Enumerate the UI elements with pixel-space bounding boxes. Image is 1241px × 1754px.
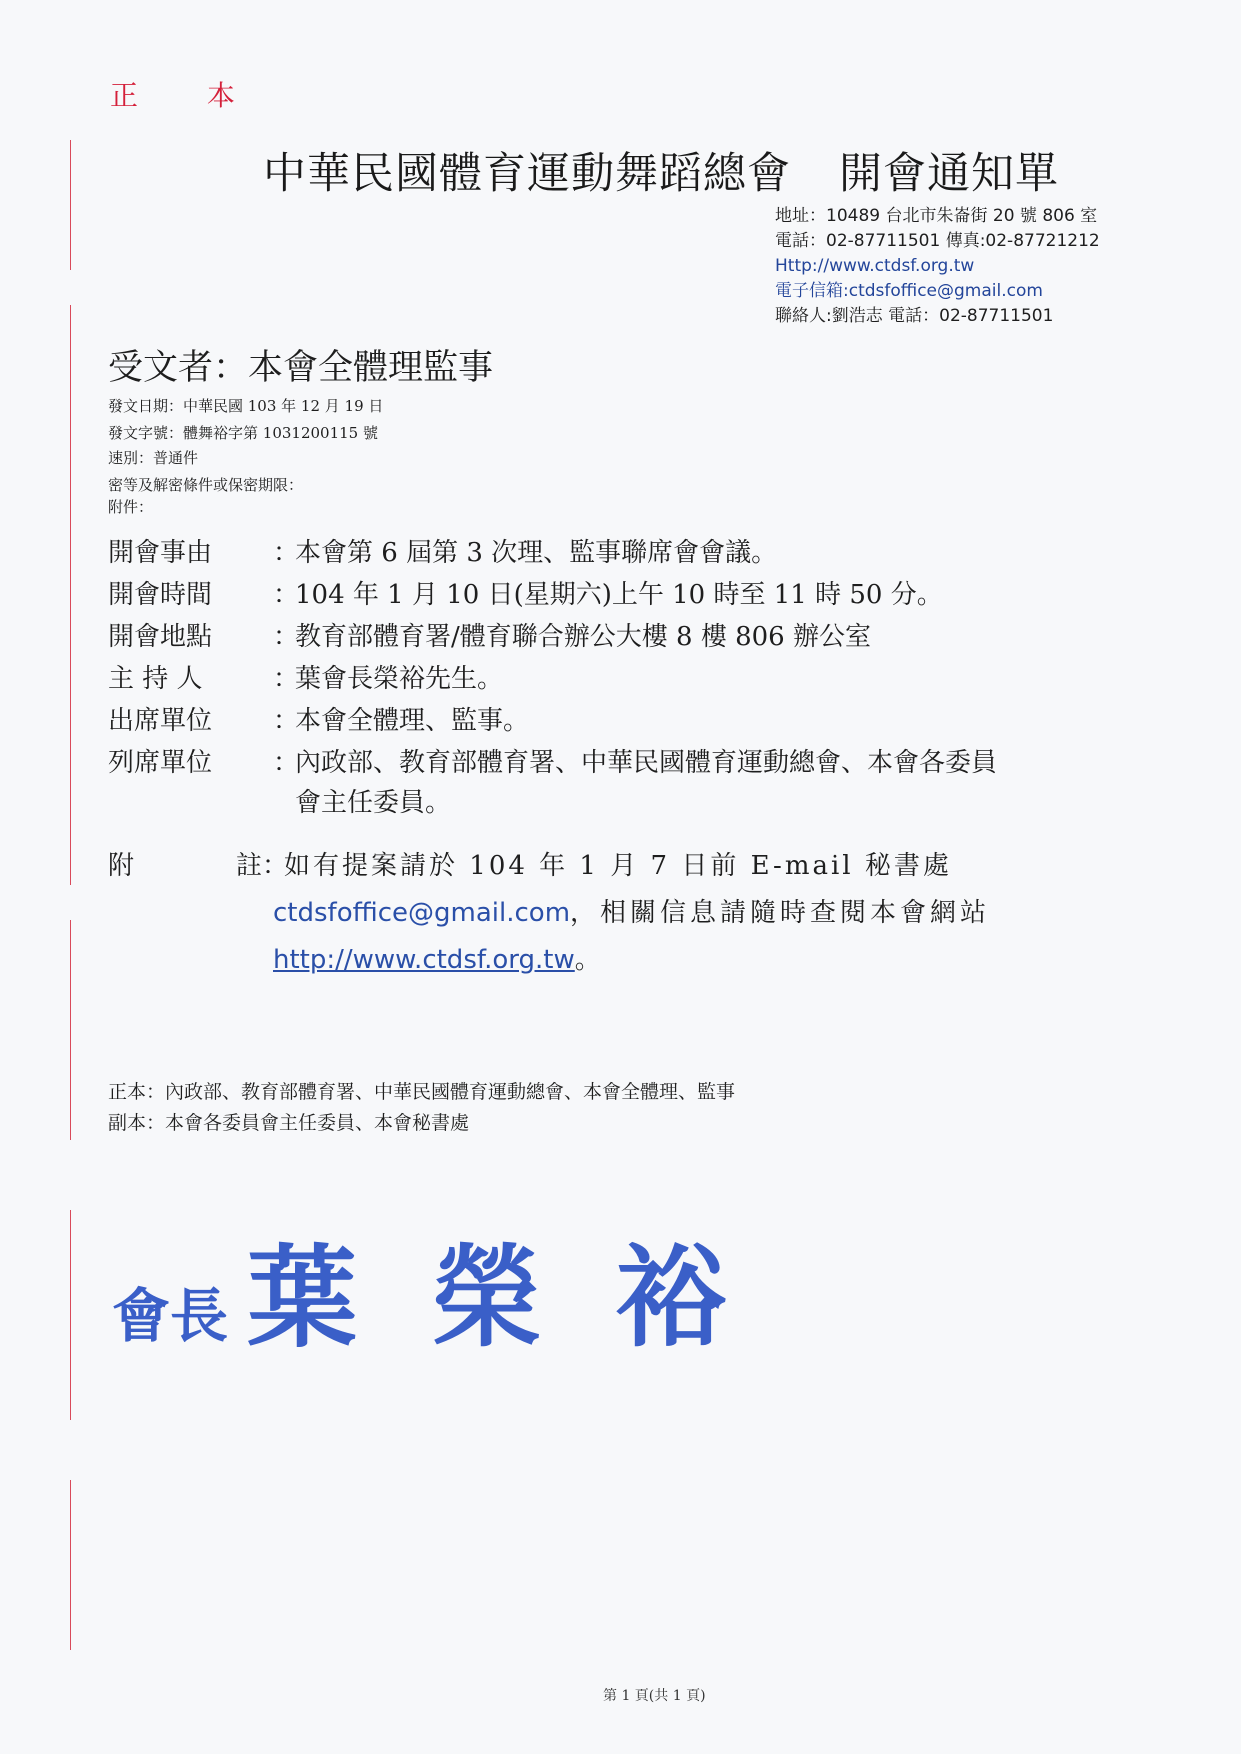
org-name: 中華民國體育運動舞蹈總會 (263, 149, 791, 199)
item-label: 開會地點 (108, 622, 213, 652)
note-line (108, 937, 990, 984)
email-link[interactable]: 電子信箱:ctdsfoffice@gmail.com (775, 281, 1043, 301)
document-title (263, 140, 1059, 201)
signature-title: 會長 (112, 1282, 229, 1350)
website-link[interactable]: Http://www.ctdsf.org.tw (775, 256, 975, 276)
note-text: 如有提案請於 104 年 1 月 7 日前 E-mail 秘書處 (284, 851, 952, 881)
doc-number: 發文字號：體舞裕字第 1031200115 號 (108, 424, 378, 442)
item-value: 教育部體育署/體育聯合辦公大樓 8 樓 806 辦公室 (295, 622, 871, 652)
margin-line (70, 1480, 71, 1650)
item-value: 內政部、教育部體育署、中華民國體育運動總會、本會各委員 (295, 748, 998, 778)
signature-name: 葉 榮 裕 (247, 1233, 744, 1362)
item-value: 本會全體理、監事。 (295, 706, 530, 736)
address: 地址：10489 台北市朱崙街 20 號 806 室 (775, 206, 1098, 226)
margin-line (70, 920, 71, 1140)
item-label: 主 持 人 (108, 664, 203, 694)
meta-block (108, 395, 383, 518)
website-url-link[interactable]: http://www.ctdsf.org.tw (273, 945, 575, 975)
margin-line (70, 1210, 71, 1420)
item-row: 出席單位 ：本會全體理、監事。 (108, 703, 997, 740)
copy-recipients: 副本：本會各委員會主任委員、本會秘書處 (108, 1112, 470, 1134)
item-value: 會主任委員。 (295, 788, 452, 818)
meeting-items (108, 535, 997, 822)
recipient: 受文者：本會全體理監事 (108, 348, 494, 388)
margin-line (70, 305, 71, 885)
note-line (108, 890, 990, 937)
item-row: 開會地點 ：教育部體育署/體育聯合辦公大樓 8 樓 806 辦公室 (108, 619, 997, 656)
page-footer: 第 1 頁(共 1 頁) (603, 1688, 706, 1704)
item-value: 葉會長榮裕先生。 (295, 664, 504, 694)
speed: 速別：普通件 (108, 449, 199, 467)
doc-type: 開會通知單 (839, 149, 1059, 199)
item-label: 開會時間 (108, 580, 213, 610)
distribution-block (108, 1078, 735, 1137)
item-row: 開會時間 ：104 年 1 月 10 日(星期六)上午 10 時至 11 時 50 分。 (108, 577, 997, 614)
note-line: 附 註：如有提案請於 104 年 1 月 7 日前 E-mail 秘書處 (108, 843, 990, 890)
contact-person: 聯絡人:劉浩志 電話：02-87711501 (775, 306, 1054, 326)
original-recipients: 正本：內政部、教育部體育署、中華民國體育運動總會、本會全體理、監事 (108, 1081, 736, 1103)
item-label: 出席單位 (108, 706, 213, 736)
item-value: 104 年 1 月 10 日(星期六)上午 10 時至 11 時 50 分。 (295, 580, 943, 610)
phone-fax: 電話：02-87711501 傳真:02-87721212 (775, 231, 1100, 251)
contact-block (775, 205, 1100, 327)
original-copy-mark: 正 本 (110, 79, 265, 112)
email-address-link[interactable]: ctdsfoffice@gmail.com (273, 898, 571, 928)
note-block (108, 843, 990, 984)
item-row: 開會事由 ：本會第 6 屆第 3 次理、監事聯席會會議。 (108, 535, 997, 572)
note-label-a: 附 (108, 851, 135, 881)
item-label: 列席單位 (108, 748, 213, 778)
item-label: 開會事由 (108, 538, 213, 568)
note-label-b: 註 (236, 851, 263, 881)
signature-seal (112, 1210, 744, 1368)
attachment: 附件： (108, 498, 154, 516)
note-end: 。 (574, 945, 601, 975)
note-text: ，相關信息請隨時查閱本會網站 (570, 898, 991, 928)
item-row: 列席單位 ：內政部、教育部體育署、中華民國體育運動總會、本會各委員 (108, 745, 997, 782)
issue-date: 發文日期：中華民國 103 年 12 月 19 日 (108, 397, 384, 415)
item-row: 主 持 人 ：葉會長榮裕先生。 (108, 661, 997, 698)
margin-line (70, 140, 71, 270)
item-value: 本會第 6 屆第 3 次理、監事聯席會會議。 (295, 538, 778, 568)
item-row-continuation (108, 785, 997, 822)
secrecy: 密等及解密條件或保密期限： (108, 476, 304, 494)
